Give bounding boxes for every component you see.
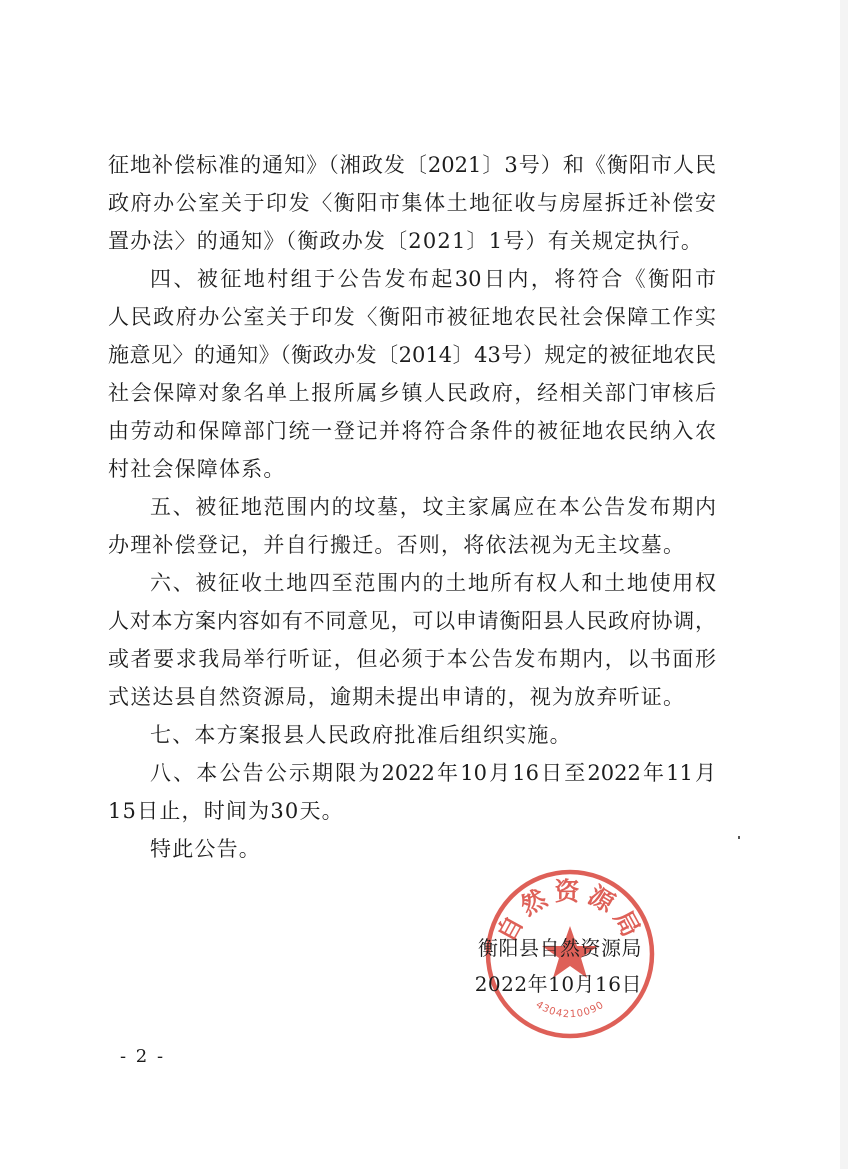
scan-speck: [738, 836, 740, 839]
issuer-name: 衡阳县自然资源局: [478, 936, 642, 960]
paragraph-line: 或者要求我局举行听证，但必须于本公告发布期内，以书面形: [108, 647, 716, 671]
paragraph-line: 七、本方案报县人民政府批准后组织实施。: [150, 723, 572, 747]
paragraph-line: 社会保障对象名单上报所属乡镇人民政府，经相关部门审核后: [108, 381, 716, 405]
seal-code: 4304210090: [533, 999, 607, 1021]
issue-date: 2022年10月16日: [474, 972, 642, 996]
paragraph-line: 四、被征地村组于公告发布起30日内，将符合《衡阳市: [150, 267, 716, 291]
paragraph-line: 特此公告。: [150, 837, 261, 861]
paragraph-line: 八、本公告公示期限为2022年10月16日至2022年11月: [150, 761, 716, 785]
paragraph-line: 施意见〉的通知》（衡政办发〔2014〕43号）规定的被征地农民: [108, 343, 716, 367]
paragraph-line: 办理补偿登记，并自行搬迁。否则，将依法视为无主坟墓。: [108, 533, 686, 557]
paragraph-line: 五、被征地范围内的坟墓，坟主家属应在本公告发布期内: [150, 495, 716, 519]
paragraph-line: 置办法〉的通知》（衡政办发〔2021〕1号）有关规定执行。: [108, 229, 704, 253]
paragraph-line: 征地补偿标准的通知》（湘政发〔2021〕3号）和《衡阳市人民: [108, 153, 716, 177]
paragraph-line: 式送达县自然资源局，逾期未提出申请的，视为放弃听证。: [108, 685, 686, 709]
paragraph-line: 六、被征收土地四至范围内的土地所有权人和土地使用权: [150, 571, 716, 595]
paragraph-line: 由劳动和保障部门统一登记并将符合条件的被征地农民纳入农: [108, 419, 716, 443]
paragraph-line: 人民政府办公室关于印发〈衡阳市被征地农民社会保障工作实: [108, 305, 716, 329]
paragraph-line: 人对本方案内容如有不同意见，可以申请衡阳县人民政府协调，: [108, 609, 716, 633]
seal-code-arc: [534, 999, 607, 1020]
page-edge: [840, 0, 848, 1169]
paragraph-line: 村社会保障体系。: [108, 457, 286, 481]
paragraph-line: 政府办公室关于印发〈衡阳市集体土地征收与房屋拆迁补偿安: [108, 191, 716, 215]
paragraph-line: 15日止，时间为30天。: [108, 799, 344, 823]
seal-name: 自然资源局: [491, 877, 649, 947]
page-number: - 2 -: [120, 1046, 166, 1067]
